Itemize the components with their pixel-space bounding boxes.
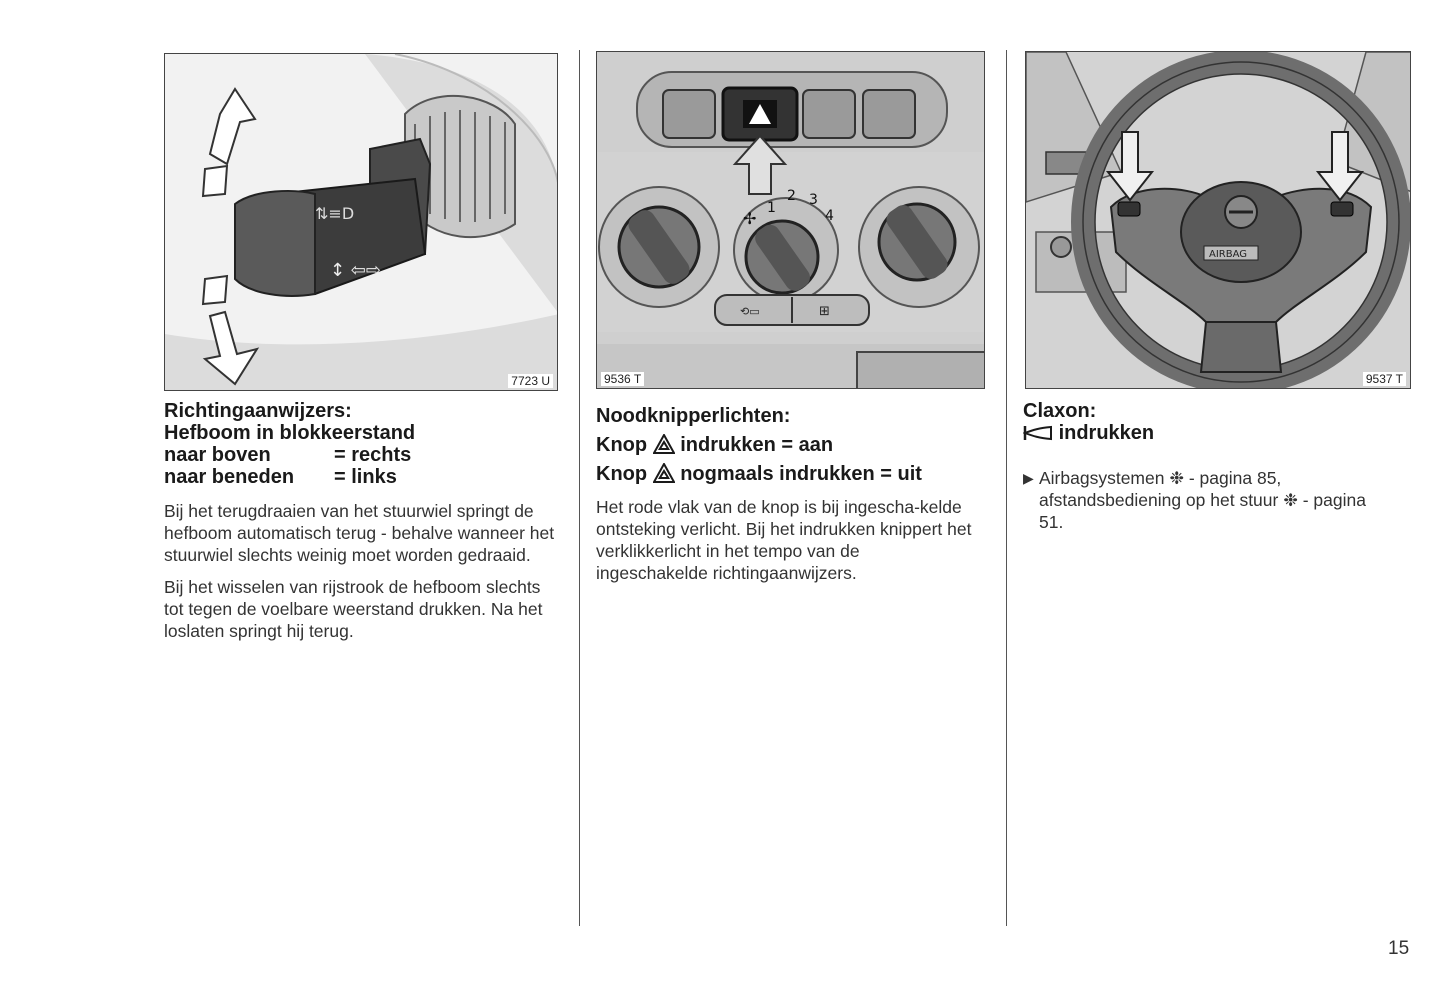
svg-text:↕ ⇦⇨: ↕ ⇦⇨: [330, 260, 381, 281]
figure-steering-wheel: [1025, 51, 1411, 389]
svg-text:⟲▭: ⟲▭: [740, 305, 760, 318]
svg-text:✢: ✢: [743, 209, 757, 228]
horn-press-text: indrukken: [1058, 422, 1155, 444]
hazard-triangle-icon: [653, 434, 675, 454]
hazard-heading: [596, 405, 922, 485]
direction-up-value: = rechts: [334, 444, 412, 466]
dial-number-2: 2: [787, 188, 796, 204]
horn-body: [1023, 467, 1423, 533]
direction-down-value: = links: [334, 466, 397, 488]
direction-down-label: naar beneden: [164, 466, 295, 488]
hazard-off-suffix: nogmaals indrukken = uit: [680, 463, 922, 485]
figure-turn-signal-lever: [164, 53, 558, 391]
horn-icon: [1023, 424, 1053, 442]
horn-press-line: [1023, 422, 1154, 444]
dial-number-3: 3: [809, 192, 818, 208]
dial-number-4: 4: [825, 208, 834, 224]
hazard-on-suffix: indrukken = aan: [680, 434, 834, 456]
direction-row-down: [164, 466, 415, 488]
turn-signal-title: Richtingaanwijzers:: [164, 400, 352, 422]
steering-wheel-illustration: [1026, 52, 1411, 389]
hazard-off-line: [596, 463, 922, 485]
column-divider-left: [579, 50, 580, 926]
figure-code: 9537 T: [1363, 372, 1406, 386]
hazard-switch-illustration: [597, 52, 985, 389]
paragraph: Bij het wisselen van rijstrook de hefboom slechts tot tegen de voelbare weerstand drukken. Na het loslaten springt hij terug.: [164, 577, 543, 641]
svg-text:⇅≡D: ⇅≡D: [315, 204, 355, 223]
direction-row-up: [164, 444, 415, 466]
page-number: 15: [1388, 938, 1410, 959]
cross-reference-line: Airbagsystemen ❉ - pagina 85,: [1039, 468, 1282, 488]
hazard-body: [596, 496, 976, 594]
direction-up-label: naar boven: [164, 444, 271, 466]
turn-signal-heading: [164, 400, 415, 488]
airbag-label: AIRBAG: [1209, 249, 1248, 260]
figure-hazard-switch: [596, 51, 985, 389]
bullet-triangle-icon: ▶: [1023, 470, 1034, 486]
hazard-off-prefix: Knop: [596, 463, 648, 485]
horn-heading: [1023, 400, 1154, 444]
column-divider-right: [1006, 50, 1007, 926]
turn-signal-subtitle: Hefboom in blokkeerstand: [164, 422, 416, 444]
figure-code: 9536 T: [601, 372, 644, 386]
cross-reference-line: 51.: [1039, 512, 1064, 532]
horn-title: Claxon:: [1023, 400, 1097, 422]
hazard-on-prefix: Knop: [596, 434, 648, 456]
turn-signal-lever-illustration: [165, 54, 558, 391]
turn-signal-body: [164, 500, 559, 652]
cross-reference-line: afstandsbediening op het stuur ❉ - pagina: [1039, 490, 1366, 510]
dial-number-1: 1: [767, 200, 776, 216]
paragraph: Het rode vlak van de knop is bij ingescha-kelde ontsteking verlicht. Bij het indrukken knippert het verklikkerlicht in het tempo van de ingeschakelde richtingaanwijzers.: [596, 497, 972, 583]
paragraph: Bij het terugdraaien van het stuurwiel springt de hefboom automatisch terug - behalve wanneer het stuurwiel slechts weinig moet worden gedraaid.: [164, 501, 555, 565]
svg-text:⊞: ⊞: [819, 304, 830, 319]
hazard-title: Noodknipperlichten:: [596, 405, 791, 427]
figure-code: 7723 U: [508, 374, 553, 388]
hazard-triangle-icon: [653, 463, 675, 483]
cross-reference: [1023, 467, 1423, 489]
hazard-on-line: [596, 434, 922, 456]
